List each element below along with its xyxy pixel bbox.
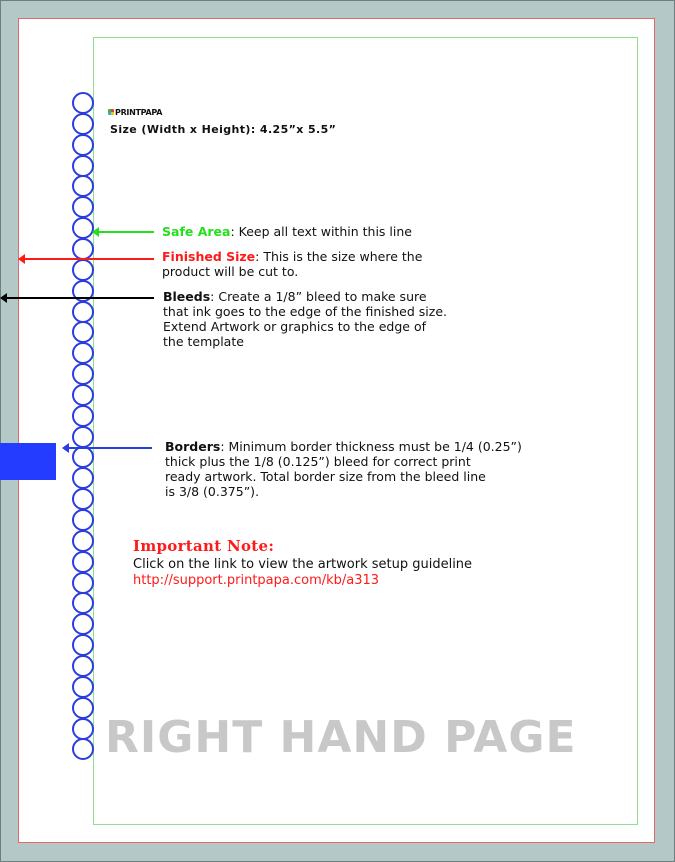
page-watermark: RIGHT HAND PAGE [105,712,577,763]
printpapa-logo [108,108,162,117]
finished-size-text-2: product will be cut to. [162,264,299,279]
binding-ring-icon [72,363,94,385]
bleeds-note [163,289,447,349]
binding-ring-icon [72,92,94,114]
binding-ring-icon [72,488,94,510]
borders-note [165,439,522,499]
borders-term: Borders [165,439,221,454]
binding-ring-icon [72,321,94,343]
binding-ring-icon [72,446,94,468]
logo-text: PRINTPAPA [115,108,163,117]
bleeds-text-2: that ink goes to the edge of the finished size. [163,304,447,319]
binding-ring-icon [72,238,94,260]
binding-ring-icon [72,738,94,760]
bleeds-text-3: Extend Artwork or graphics to the edge of [163,319,426,334]
size-label: Size (Width x Height): 4.25”x 5.5” [110,123,337,136]
binding-ring-icon [72,342,94,364]
finished-size-arrow-icon [24,258,154,260]
bleeds-arrow-icon [6,297,154,299]
safe-area-term: Safe Area [162,224,231,239]
binding-ring-icon [72,697,94,719]
bleeds-term: Bleeds [163,289,211,304]
binding-ring-icon [72,572,94,594]
finished-size-note [162,249,422,279]
logo-mark-icon [108,109,114,115]
binding-ring-icon [72,217,94,239]
binding-ring-icon [72,676,94,698]
binding-ring-icon [72,113,94,135]
finished-size-text: : This is the size where the [255,249,423,264]
important-note [133,537,472,588]
bleeds-text: : Create a 1/8” bleed to make sure [210,289,427,304]
binding-ring-icon [72,259,94,281]
binding-ring-icon [72,196,94,218]
borders-text-4: is 3/8 (0.375”). [165,484,260,499]
binding-ring-icon [72,384,94,406]
borders-text: : Minimum border thickness must be 1/4 (0.25”) [220,439,522,454]
guideline-link[interactable]: http://support.printpapa.com/kb/a313 [133,573,380,588]
borders-arrow-icon [68,447,152,449]
bleeds-text-4: the template [163,334,244,349]
border-sample-block [0,443,56,480]
binding-ring-icon [72,175,94,197]
borders-text-3: ready artwork. Total border size from the bleed line [165,469,486,484]
important-line: Click on the link to view the artwork setup guideline [133,557,473,572]
safe-area-text: : Keep all text within this line [230,224,412,239]
binding-ring-icon [72,509,94,531]
binding-ring-icon [72,613,94,635]
borders-text-2: thick plus the 1/8 (0.125”) bleed for correct print [165,454,471,469]
binding-ring-icon [72,592,94,614]
binding-ring-icon [72,530,94,552]
binding-ring-icon [72,301,94,323]
binding-ring-icon [72,634,94,656]
safe-area-note [162,224,412,239]
binding-ring-icon [72,655,94,677]
safe-area-arrow-icon [98,231,154,233]
binding-ring-icon [72,426,94,448]
binding-ring-icon [72,718,94,740]
spiral-binding [72,92,94,762]
finished-size-term: Finished Size [162,249,256,264]
binding-ring-icon [72,405,94,427]
binding-ring-icon [72,134,94,156]
binding-ring-icon [72,551,94,573]
binding-ring-icon [72,467,94,489]
binding-ring-icon [72,155,94,177]
safe-area-line [93,37,638,825]
important-title: Important Note: [133,537,275,555]
